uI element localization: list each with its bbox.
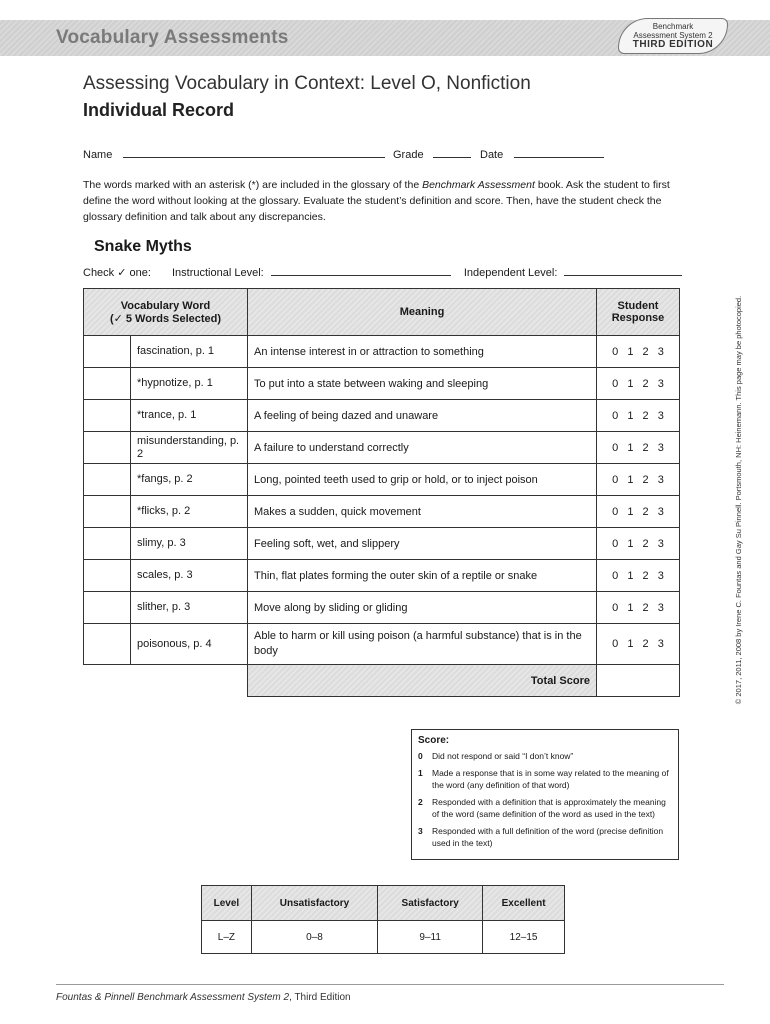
meaning-cell: To put into a state between waking and sleeping (248, 368, 597, 400)
table-row (84, 400, 680, 432)
word-cell: misunderstanding, p. 2 (131, 432, 248, 464)
table-row (84, 496, 680, 528)
header-title: Vocabulary Assessments (56, 27, 289, 48)
score-item: 1 Made a response that is in some way related to the meaning of the word (any definition of that word) (418, 768, 669, 790)
select-checkbox[interactable] (84, 336, 131, 368)
instructional-line[interactable] (271, 265, 451, 276)
vocabulary-table (83, 288, 680, 697)
copyright-notice: © 2017, 2011, 2008 by Irene C. Fountas and Gay Su Pinnell. Portsmouth, NH: Heinemann. This page may be photocopied. (734, 295, 743, 705)
meaning-cell: A feeling of being dazed and unaware (248, 400, 597, 432)
levels-value: 0–8 (251, 921, 377, 954)
level-check-row (83, 265, 682, 279)
score-key-title: Score: (418, 735, 450, 746)
col-header-meaning: Meaning (248, 289, 597, 336)
score-key (411, 729, 679, 860)
name-line[interactable] (123, 147, 385, 158)
story-title: Snake Myths (94, 238, 192, 255)
date-line[interactable] (514, 147, 604, 158)
levels-value: 12–15 (483, 921, 565, 954)
word-cell: fascination, p. 1 (131, 336, 248, 368)
meaning-cell: Long, pointed teeth used to grip or hold, or to inject poison (248, 464, 597, 496)
select-checkbox[interactable] (84, 368, 131, 400)
table-row (84, 592, 680, 624)
response-cell[interactable]: 0 1 2 3 (597, 624, 680, 665)
independent-label: Independent Level: (463, 267, 558, 279)
total-score-cell[interactable] (597, 665, 680, 697)
levels-value: L–Z (202, 921, 252, 954)
total-score-label: Total Score (248, 665, 597, 697)
response-cell[interactable]: 0 1 2 3 (597, 528, 680, 560)
table-row (84, 528, 680, 560)
response-cell[interactable]: 0 1 2 3 (597, 432, 680, 464)
independent-line[interactable] (564, 265, 682, 276)
meaning-cell: A failure to understand correctly (248, 432, 597, 464)
select-checkbox[interactable] (84, 496, 131, 528)
table-row (84, 336, 680, 368)
meaning-cell: Able to harm or kill using poison (a harmful substance) that is in the body (248, 624, 597, 665)
page-subtitle: Individual Record (83, 100, 235, 120)
response-cell[interactable]: 0 1 2 3 (597, 336, 680, 368)
response-cell[interactable]: 0 1 2 3 (597, 400, 680, 432)
levels-header: Unsatisfactory (251, 886, 377, 921)
select-checkbox[interactable] (84, 592, 131, 624)
badge-line2: Assessment System 2 (633, 31, 713, 40)
date-label: Date (480, 149, 504, 161)
word-cell: poisonous, p. 4 (131, 624, 248, 665)
select-checkbox[interactable] (84, 624, 131, 665)
score-item: 0 Did not respond or said “I don’t know” (418, 751, 574, 761)
page-title: Assessing Vocabulary in Context: Level O, Nonfiction (83, 73, 531, 94)
footer-rule (56, 984, 724, 985)
response-cell[interactable]: 0 1 2 3 (597, 592, 680, 624)
response-cell[interactable]: 0 1 2 3 (597, 560, 680, 592)
grade-label: Grade (393, 149, 424, 161)
name-field[interactable] (83, 147, 385, 161)
table-row (84, 560, 680, 592)
col-header-response: Student Response (597, 289, 680, 336)
levels-header: Excellent (483, 886, 565, 921)
word-cell: *hypnotize, p. 1 (131, 368, 248, 400)
select-checkbox[interactable] (84, 528, 131, 560)
name-label: Name (83, 149, 113, 161)
meaning-cell: An intense interest in or attraction to something (248, 336, 597, 368)
select-checkbox[interactable] (84, 432, 131, 464)
check-label: Check ✓ one: (83, 267, 151, 279)
word-cell: *flicks, p. 2 (131, 496, 248, 528)
word-cell: *fangs, p. 2 (131, 464, 248, 496)
table-row (84, 464, 680, 496)
meaning-cell: Move along by sliding or gliding (248, 592, 597, 624)
word-cell: slither, p. 3 (131, 592, 248, 624)
meaning-cell: Feeling soft, wet, and slippery (248, 528, 597, 560)
meaning-cell: Thin, flat plates forming the outer skin of a reptile or snake (248, 560, 597, 592)
score-item: 2 Responded with a definition that is approximately the meaning of the word (same definition of the word as used in the text) (418, 797, 666, 819)
levels-value: 9–11 (378, 921, 483, 954)
response-cell[interactable]: 0 1 2 3 (597, 496, 680, 528)
table-row (84, 432, 680, 464)
score-item: 3 Responded with a full definition of the word (precise definition used in the text) (418, 826, 664, 848)
grade-line[interactable] (433, 147, 471, 158)
edition-badge (618, 18, 728, 54)
levels-table (201, 885, 565, 954)
instructions: The words marked with an asterisk (*) are included in the glossary of the Benchmark Assessment book. Ask the student to first define the word without looking at the glossary. Evaluate the student’s definition and score. Then, have the student check the glossary definition and talk about any discrepancies. (83, 179, 670, 223)
select-checkbox[interactable] (84, 400, 131, 432)
select-checkbox[interactable] (84, 560, 131, 592)
levels-header: Satisfactory (378, 886, 483, 921)
date-field[interactable] (480, 147, 604, 161)
levels-header: Level (202, 886, 252, 921)
footer: Fountas & Pinnell Benchmark Assessment System 2, Third Edition (56, 992, 351, 1003)
word-cell: *trance, p. 1 (131, 400, 248, 432)
response-cell[interactable]: 0 1 2 3 (597, 464, 680, 496)
word-cell: slimy, p. 3 (131, 528, 248, 560)
badge-edition: THIRD EDITION (632, 39, 714, 50)
meaning-cell: Makes a sudden, quick movement (248, 496, 597, 528)
word-cell: scales, p. 3 (131, 560, 248, 592)
table-row (84, 368, 680, 400)
col-header-word: Vocabulary Word (✓ 5 Words Selected) (84, 289, 248, 336)
grade-field[interactable] (393, 147, 471, 161)
instructional-label: Instructional Level: (171, 267, 264, 279)
table-row (84, 624, 680, 665)
response-cell[interactable]: 0 1 2 3 (597, 368, 680, 400)
select-checkbox[interactable] (84, 464, 131, 496)
total-row (84, 665, 680, 697)
badge-line1: Benchmark (652, 22, 694, 31)
